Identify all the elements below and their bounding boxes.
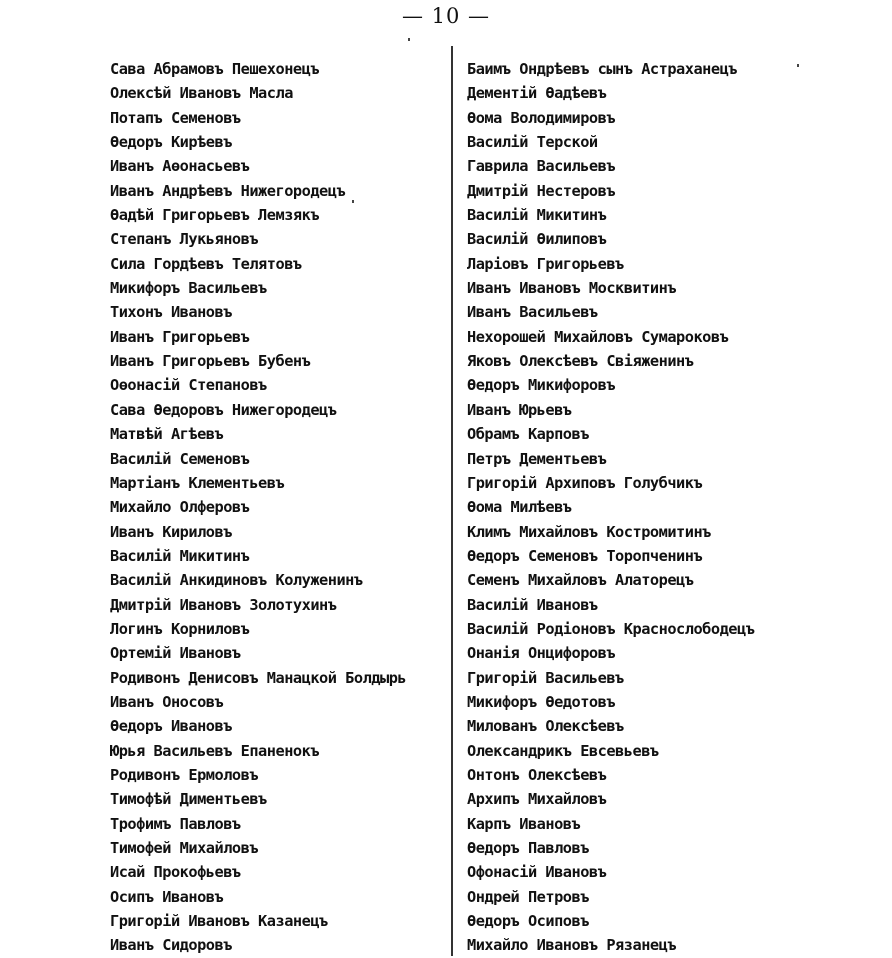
name-entry: Родивонъ Денисовъ Манацкой Болдырь [110, 668, 407, 687]
name-entry: Ѳедоръ Ивановъ [110, 717, 232, 736]
name-entry: Григорій Архиповъ Голубчикъ [467, 473, 703, 492]
name-entry: Иванъ Ивановъ Москвитинъ [467, 279, 677, 298]
name-entry: Ѳедоръ Кирѣевъ [110, 133, 232, 152]
page-number: — 10 — [401, 4, 491, 28]
name-entry: Сила Гордѣевъ Телятовъ [110, 254, 302, 273]
name-entry: Сава Абрамовъ Пешехонецъ [110, 60, 320, 78]
name-entry: Онтонъ Олексѣевъ [467, 765, 607, 784]
name-entry: Ларіовъ Григорьевъ [467, 254, 624, 273]
name-entry: Василій Родіоновъ Краснослободецъ [467, 619, 755, 638]
right-name-column [467, 57, 792, 958]
name-entry: Петръ Дементьевъ [467, 449, 607, 468]
name-entry: Микифоръ Васильевъ [110, 279, 267, 298]
name-entry: Родивонъ Ермоловъ [110, 765, 259, 784]
name-entry: Дементій Ѳадѣевъ [467, 84, 607, 103]
name-entry: Степанъ Лукьяновъ [110, 230, 259, 249]
name-entry: Василій Терской [467, 133, 598, 152]
name-entry: Иванъ Григорьевъ [110, 327, 250, 346]
name-entry: Ѳедоръ Семеновъ Торопченинъ [467, 546, 703, 565]
name-entry: Василій Микитинъ [467, 206, 607, 225]
name-entry: Нехорошей Михайловъ Сумароковъ [467, 327, 729, 346]
name-entry: Офонасій Ивановъ [467, 863, 607, 882]
name-entry: Григорій Ивановъ Казанецъ [110, 912, 328, 931]
name-entry: Ѳедоръ Осиповъ [467, 912, 589, 931]
name-entry: Иванъ Григорьевъ Бубенъ [110, 352, 311, 371]
name-entry: Иванъ Васильевъ [467, 303, 598, 322]
name-entry: Василій Микитинъ [110, 546, 250, 565]
name-entry: Милованъ Олексѣевъ [467, 717, 624, 736]
name-entry: Осипъ Ивановъ [110, 887, 224, 906]
print-speck [797, 64, 799, 67]
name-entry: Василій Семеновъ [110, 449, 250, 468]
name-entry: Сава Ѳедоровъ Нижегородецъ [110, 400, 337, 419]
name-entry: Ѳома Володимировъ [467, 108, 616, 127]
name-entry: Иванъ Аѳонасьевъ [110, 157, 250, 176]
name-entry: Онанія Онцифоровъ [467, 644, 616, 663]
name-entry: Потапъ Семеновъ [110, 108, 241, 127]
name-entry: Климъ Михайловъ Костромитинъ [467, 522, 711, 541]
name-entry: Ѳедоръ Павловъ [467, 839, 589, 857]
name-entry: Василій Ѳилиповъ [467, 230, 607, 249]
name-entry: Юрья Васильевъ Епаненокъ [110, 741, 320, 760]
name-entry: Григорій Васильевъ [467, 668, 624, 687]
name-entry: Яковъ Олексѣевъ Свіяженинъ [467, 352, 694, 371]
name-entry: Ѳома Милѣевъ [467, 498, 572, 517]
name-entry: Семенъ Михайловъ Алаторецъ [467, 571, 694, 590]
name-entry: Ѳедоръ Микифоровъ [467, 376, 616, 395]
name-entry: Ѳадѣй Григорьевъ Лемзякъ [110, 206, 320, 225]
name-entry: Тихонъ Ивановъ [110, 303, 232, 322]
name-entry: Олексѣй Ивановъ Масла [110, 84, 293, 103]
name-entry: Исай Прокофьевъ [110, 863, 241, 882]
column-divider [451, 46, 453, 956]
name-entry: Михайло Олферовъ [110, 498, 250, 517]
name-entry: Иванъ Кириловъ [110, 522, 232, 541]
name-entry: Олександрикъ Евсевьевъ [467, 741, 659, 760]
name-entry: Архипъ Михайловъ [467, 790, 607, 809]
name-entry: Обрамъ Карповъ [467, 425, 589, 444]
name-entry: Иванъ Сидоровъ [110, 936, 232, 955]
name-entry: Трофимъ Павловъ [110, 814, 241, 833]
name-entry: Микифоръ Ѳедотовъ [467, 692, 616, 711]
name-entry: Ондрей Петровъ [467, 887, 589, 906]
name-entry: Карпъ Ивановъ [467, 814, 581, 833]
name-entry: Тимофей Михайловъ [110, 839, 259, 857]
name-entry: Дмитрій Нестеровъ [467, 181, 616, 200]
name-entry: Василій Ивановъ [467, 595, 598, 614]
name-entry: Баимъ Ондрѣевъ сынъ Астраханецъ [467, 60, 737, 78]
left-name-column [110, 57, 445, 958]
name-entry: Михайло Ивановъ Рязанецъ [467, 936, 677, 955]
name-entry: Иванъ Оносовъ [110, 692, 224, 711]
name-entry: Иванъ Юрьевъ [467, 400, 572, 419]
name-entry: Дмитрій Ивановъ Золотухинъ [110, 595, 337, 614]
name-entry: Иванъ Андрѣевъ Нижегородецъ [110, 181, 346, 200]
name-entry: Логинъ Корниловъ [110, 619, 250, 638]
name-entry: Ортемій Ивановъ [110, 644, 241, 663]
name-entry: Мартіанъ Клементьевъ [110, 473, 285, 492]
name-entry: Оѳонасій Степановъ [110, 376, 267, 395]
name-entry: Василій Анкидиновъ Колуженинъ [110, 571, 363, 590]
name-entry: Тимофѣй Диментьевъ [110, 790, 267, 809]
name-entry: Матвѣй Агѣевъ [110, 425, 224, 444]
name-entry: Гаврила Васильевъ [467, 157, 616, 176]
print-speck [408, 38, 410, 41]
